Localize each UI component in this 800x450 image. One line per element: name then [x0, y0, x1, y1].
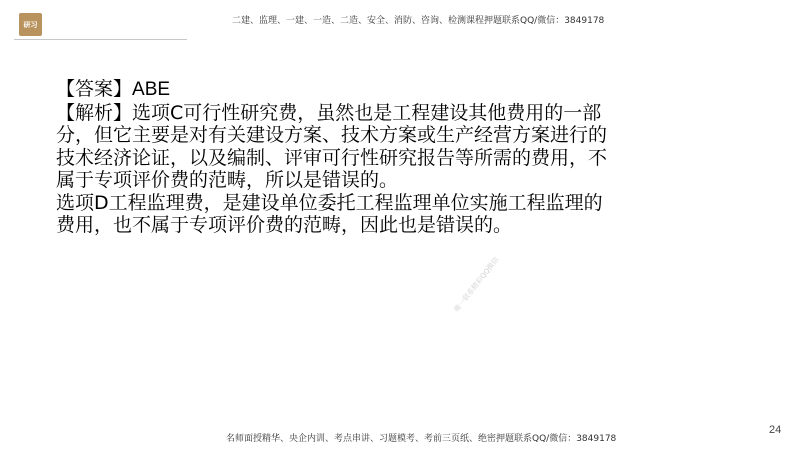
brand-logo-text: 研习 — [23, 20, 38, 29]
answer-label: 【答案】 — [56, 78, 133, 100]
header-divider — [14, 39, 187, 40]
answer-line — [56, 78, 616, 102]
answer-value: ABE — [132, 79, 171, 100]
analysis-paragraph — [56, 102, 616, 192]
page-number: 24 — [769, 424, 782, 436]
analysis-text: 选项C可行性研究费，虽然也是工程建设其他费用的一部分，但它主要是对有关建设方案、技术方案或生产经营方案进行的技术经济论证，以及编制、评审可行性研究报告等所需的费用，不属于专项评价费的范畴，所以是错误的。 — [56, 101, 608, 191]
footer-contact-text: 名师面授精华、央企内训、考点串讲、习题模考、考前三页纸、绝密押题联系QQ/微信：3849178 — [226, 434, 617, 444]
watermark-text: 唯一联系精彩QQ微信 — [452, 255, 501, 314]
analysis-label: 【解析】 — [56, 101, 133, 124]
header-contact-text: 二建、监理、一建、一造、二造、安全、消防、咨询、检测课程押题联系QQ/微信：3849178 — [232, 16, 605, 26]
brand-logo — [19, 13, 42, 36]
second-paragraph: 选项D工程监理费，是建设单位委托工程监理单位实施工程监理的费用，也不属于专项评价费的范畴，因此也是错误的。 — [56, 191, 603, 236]
slide-content — [56, 78, 616, 237]
